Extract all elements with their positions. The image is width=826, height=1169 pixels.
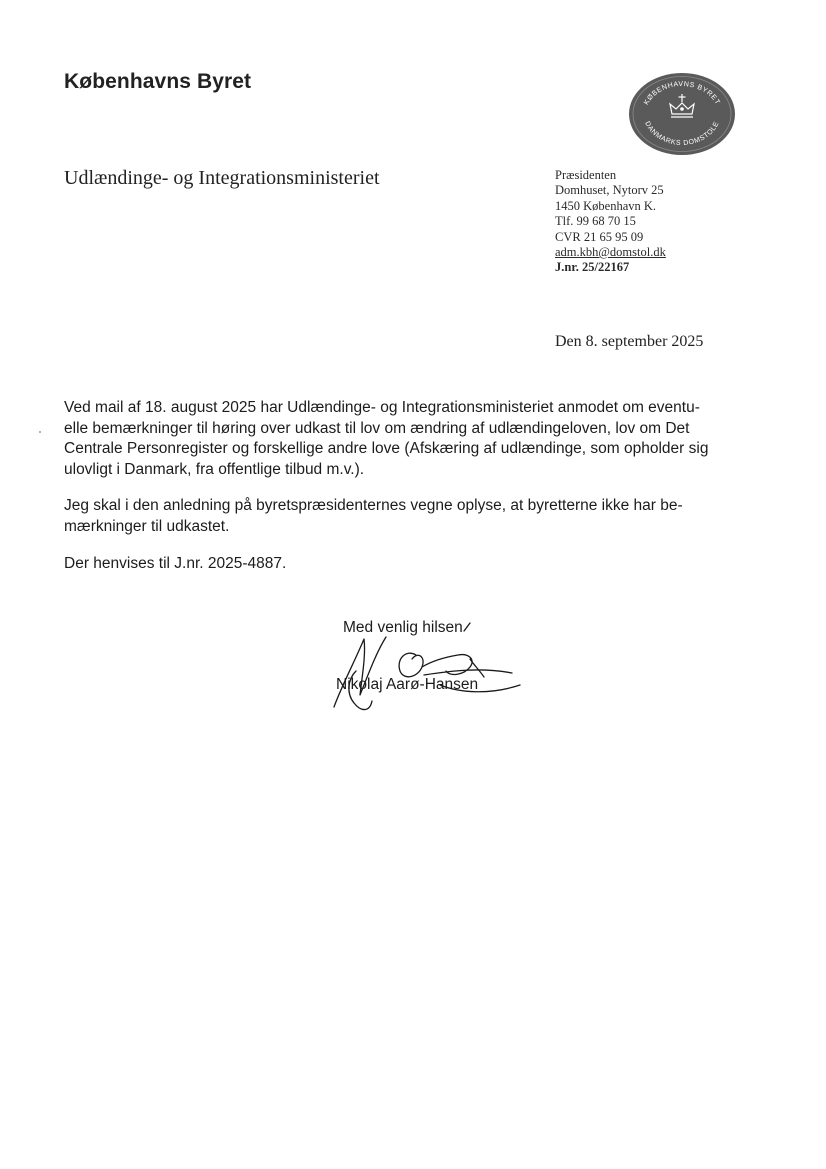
body-paragraph-2 [64,496,744,537]
sender-title: Præsidenten [555,168,617,182]
paragraph-line: Ved mail af 18. august 2025 har Udlændinge- og Integrationsministeriet anmodet om eventu- [64,399,700,416]
recipient-name: Udlændinge- og Integrationsministeriet [64,167,380,189]
signer-name: Nikolaj Aarø-Hansen [336,676,479,693]
sender-address-line1: Domhuset, Nytorv 25 [555,183,664,198]
paragraph-line: elle bemærkninger til høring over udkast til lov om ændring af udlændingeloven, lov om Det [64,419,690,437]
letter-date: Den 8. september 2025 [555,333,704,350]
sender-block [555,168,666,276]
paragraph-line: ulovligt i Danmark, fra offentlige tilbud m.v.). [64,460,365,478]
paragraph-line: Centrale Personregister og forskellige andre love (Afskæring af udlændinge, som opholder sig [64,440,709,457]
body-paragraph-3 [64,554,744,575]
sender-phone: Tlf. 99 68 70 15 [555,214,636,229]
seal-top-text: KØBENHAVNS BYRET [643,80,721,107]
body-paragraph-1 [64,398,744,480]
paragraph-line: mærkninger til udkastet. [64,517,230,535]
court-seal [628,72,736,156]
paragraph-line: Der henvises til J.nr. 2025-4887. [64,555,287,572]
handwritten-signature [320,615,530,720]
paragraph-line: Jeg skal i den anledning på byretspræsidenternes vegne oplyse, at byretterne ikke har be- [64,497,683,514]
court-name: Københavns Byret [64,70,252,93]
scan-artifact [39,431,41,433]
case-number: J.nr. 25/22167 [555,260,630,275]
sender-email-link[interactable]: adm.kbh@domstol.dk [555,245,666,260]
closing-greeting: Med venlig hilsen [343,619,463,636]
sender-cvr: CVR 21 65 95 09 [555,229,644,244]
seal-bottom-text: DANMARKS DOMSTOLE [643,120,721,148]
sender-address-line2: 1450 København K. [555,198,657,213]
